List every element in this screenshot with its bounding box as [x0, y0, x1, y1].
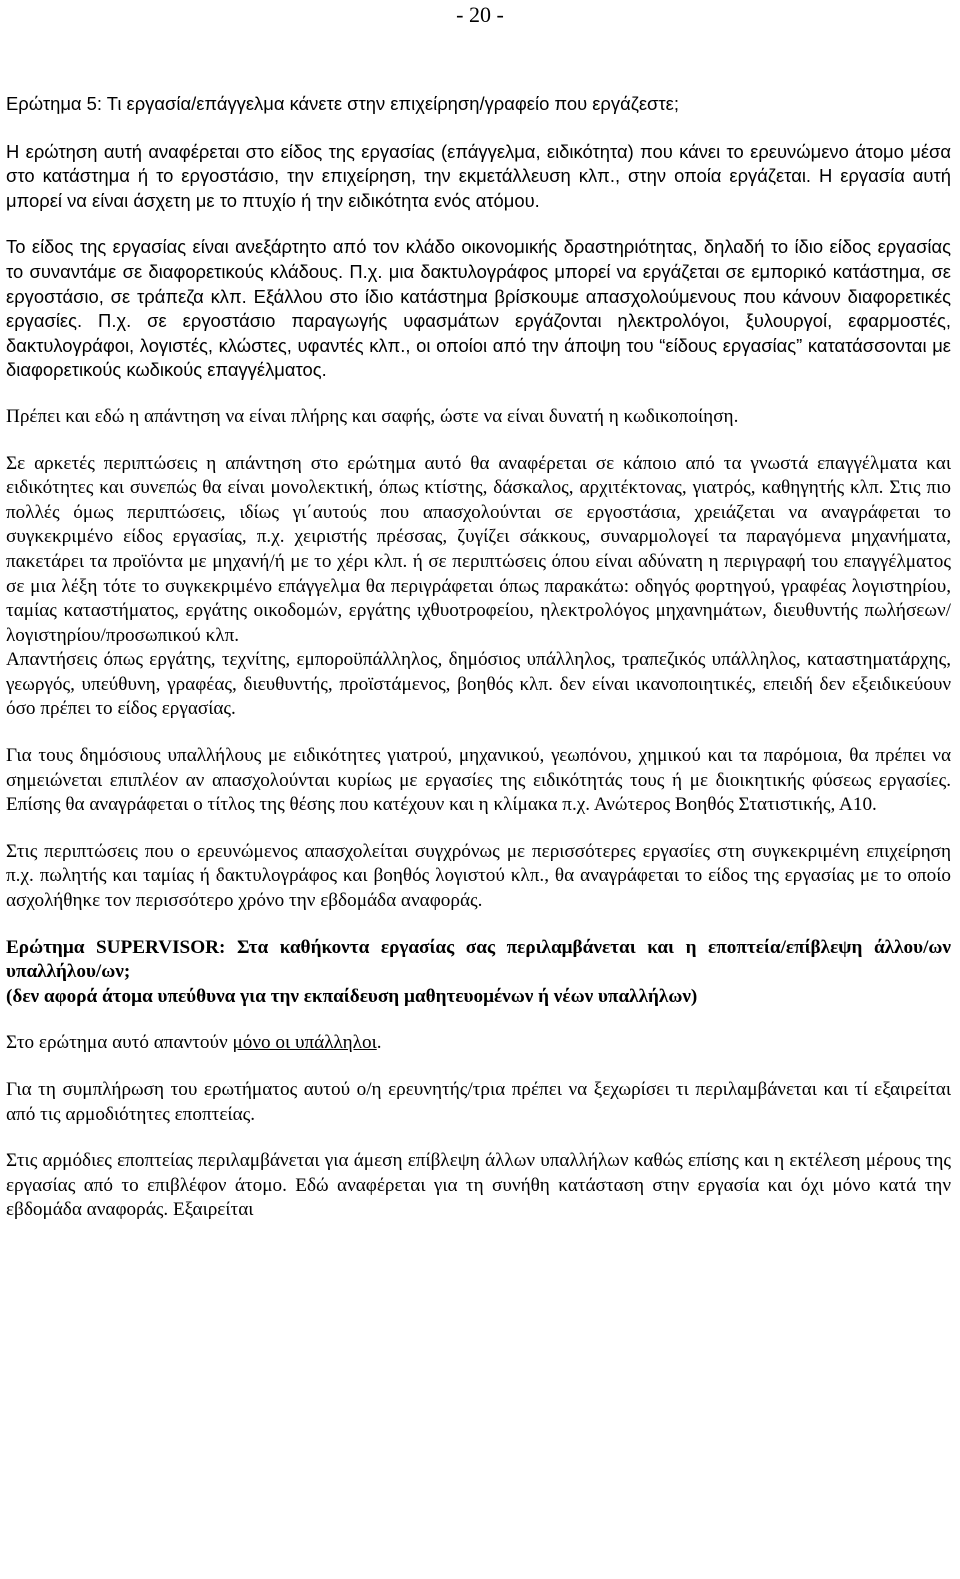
paragraph-examples: Σε αρκετές περιπτώσεις η απάντηση στο ερώτημα αυτό θα αναφέρεται σε κάποιο από τα γνωστά επαγγέλματα και ειδικότητες και συνεπώς θα είναι μονολεκτική, όπως κτίστης, δάσκαλος, αρχιτέκτονας, γιατρός, καθηγητής κλπ. Στις πιο πολλές όμως περιπτώσεις, ιδίως γι΄αυτούς που απασχολούνται σε εργοστάσια, χρειάζεται να αναγράφεται το συγκεκριμένο είδος εργασίας, π.χ. χειριστής πρέσσας, ζυγίζει σάκκους, συναρμολογεί τα παραγόμενα μηχανήματα, πακετάρει τα προϊόντα με μηχανή/ή με το χέρι κλπ. ή σε περιπτώσεις όπου είναι αδύνατη η περιγραφή του επαγγέλματος σε μια λέξη τότε το συγκεκριμένο επάγγελμα θα περιγράφεται όπως παρακάτω: οδηγός φορτηγού, γραφέας λογιστηρίου, ταμίας καταστήματος, εργάτης οικοδομών, εργάτης ιχθυοτροφείου, ηλεκτρολόγος μηχανημάτων, διευθυντής πωλήσεων/λογιστηρίου/προσωπικού κλπ.: [6, 452, 951, 646]
paragraph-civil-servants: Για τους δημόσιους υπαλλήλους με ειδικότητες γιατρού, μηχανικού, γεωπόνου, χημικού και τα παρόμοια, θα πρέπει να σημειώνεται επιπλέον αν απασχολούνται κυρίως με εργασίες της ειδικότητάς τους ή με διοικητικής φύσεως εργασίες. Επίσης θα αναγράφεται ο τίτλος της θέσης που κατέχουν και η κλίμακα π.χ. Ανώτερος Βοηθός Στατιστικής, Α10.: [6, 745, 951, 816]
page-number: - 20 -: [456, 2, 504, 27]
answer-rule-underlined: μόνο οι υπάλληλοι: [232, 1032, 377, 1054]
answer-rule: [6, 1031, 951, 1056]
supervisor-heading: [6, 936, 951, 985]
paragraph-supervision-scope: Στις αρμόδιες εποπτείας περιλαμβάνεται για άμεση επίβλεψη άλλων υπαλλήλων καθώς επίσης και η εκτέλεση μέρους της εργασίας από το επιβλέφον άτομο. Εδώ αναφέρεται για τη συνήθη κατάσταση στην εργασία και όχι μόνο κατά την εβδομάδα αναφοράς. Εξαιρείται: [6, 1150, 951, 1221]
supervisor-note: (δεν αφορά άτομα υπεύθυνα για την εκπαίδευση μαθητευομένων ή νέων υπαλλήλων): [6, 985, 698, 1007]
paragraph-multiple-jobs: Στις περιπτώσεις που ο ερευνώμενος απασχολείται συγχρόνως με περισσότερες εργασίες στη συγκεκριμένη επιχείρηση π.χ. πωλητής και ταμίας ή δακτυλογράφος και βοηθός λογιστού κλπ., θα αναγράφεται το είδος της εργασίας με το οποίο ασχολήθηκε τον περισσότερο χρόνο την εβδομάδα αναφοράς.: [6, 840, 951, 912]
paragraph-independence: Το είδος της εργασίας είναι ανεξάρτητο από τον κλάδο οικονομικής δραστηριότητας, δηλαδή το ίδιο είδος εργασίας το συναντάμε σε διαφορετικούς κλάδους. Π.χ. μια δακτυλογράφος μπορεί να εργάζεται σε εμπορικό κατάστημα, σε εργοστάσιο, σε τράπεζα κλπ. Εξάλλου στο ίδιο κατάστημα βρίσκουμε απασχολούμενους που κάνουν διαφορετικές εργασίες. Π.χ. σε εργοστάσιο παραγωγής υφασμάτων εργάζονται ηλεκτρολόγοι, ξυλουργοί, εφαρμοστές, δακτυλογράφοι, λογιστές, κλώστες, υφαντές κλπ., οι οποίοι από την άποψη του “είδους εργασίας” κατατάσσονται με διαφορετικούς κωδικούς επαγγέλματος.: [6, 236, 951, 381]
question-5-text: Τι εργασία/επάγγελμα κάνετε στην επιχείρηση/γραφείο που εργάζεστε;: [102, 93, 679, 114]
document-body: [6, 92, 951, 1245]
paragraph-completion: Για τη συμπλήρωση του ερωτήματος αυτού ο/η ερευνητής/τρια πρέπει να ξεχωρίσει τι περιλαμβάνεται και τί εξαιρείται από τις αρμοδιότητες εποπτείας.: [6, 1079, 951, 1125]
supervisor-text: Στα καθήκοντα εργασίας σας περιλαμβάνεται και η εποπτεία/επίβλεψη άλλου/ων υπαλλήλου/ων;: [6, 936, 952, 983]
supervisor-label: Ερώτημα SUPERVISOR:: [6, 936, 226, 958]
answer-rule-suffix: .: [376, 1032, 382, 1054]
paragraph-question-scope: Η ερώτηση αυτή αναφέρεται στο είδος της εργασίας (επάγγελμα, ειδικότητα) που κάνει το ερευνώμενο άτομο μέσα στο κατάστημα ή το εργοστάσιο, την επιχείρηση, την εκμετάλλευση κλπ., στην οποία εργάζεται. Η εργασία αυτή μπορεί να είναι άσχετη με το πτυχίο ή την ειδικότητα ενός ατόμου.: [6, 140, 951, 211]
question-5-label: Ερώτημα 5:: [6, 93, 102, 114]
paragraph-unsatisfactory: Απαντήσεις όπως εργάτης, τεχνίτης, εμποροϋπάλληλος, δημόσιος υπάλληλος, τραπεζικός υπάλληλος, καταστηματάρχης, γεωργός, υπεύθυνη, γραφέας, διευθυντής, προϊστάμενος, βοηθός κλπ. δεν είναι ικανοποιητικές, επειδή δεν εξειδικεύουν όσο πρέπει το είδος εργασίας.: [6, 649, 951, 720]
answer-rule-prefix: Στο ερώτημα αυτό απαντούν: [6, 1032, 233, 1054]
question-5-heading: [6, 92, 951, 118]
paragraph-completeness: Πρέπει και εδώ η απάντηση να είναι πλήρης και σαφής, ώστε να είναι δυνατή η κωδικοποίηση.: [6, 405, 739, 427]
